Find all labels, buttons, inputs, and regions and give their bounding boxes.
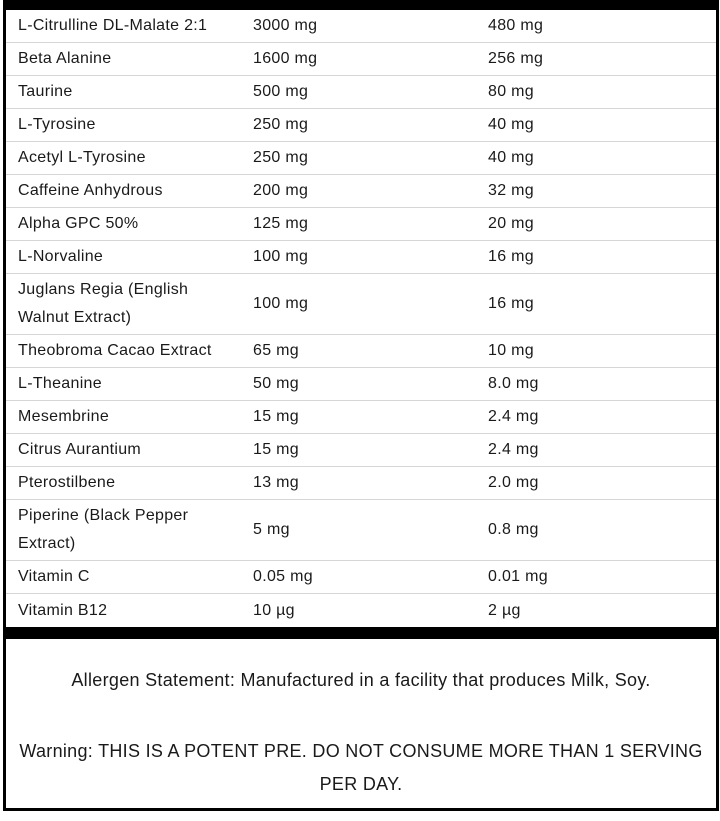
ingredients-table [6, 10, 716, 627]
table-row [6, 434, 716, 467]
warning-statement: Warning: THIS IS A POTENT PRE. DO NOT CONSUME MORE THAN 1 SERVING PER DAY. [19, 741, 703, 794]
allergen-statement: Allergen Statement: Manufactured in a facility that produces Milk, Soy. [71, 670, 651, 690]
ingredient-name: Citrus Aurantium [18, 441, 142, 458]
ingredient-per-amount: 16 mg [488, 295, 534, 312]
ingredient-amount: 13 mg [253, 474, 299, 491]
ingredient-per-amount: 20 mg [488, 215, 534, 232]
ingredient-per-amount: 2.0 mg [488, 474, 539, 491]
table-row [6, 10, 716, 43]
ingredient-per-amount: 40 mg [488, 149, 534, 166]
ingredient-name: L-Tyrosine [18, 116, 96, 133]
table-row [6, 467, 716, 500]
ingredient-name: Acetyl L-Tyrosine [18, 149, 146, 166]
ingredient-name: Taurine [18, 83, 73, 100]
ingredient-per-amount: 32 mg [488, 182, 534, 199]
ingredient-amount: 125 mg [253, 215, 309, 232]
bottom-divider-bar [6, 627, 716, 639]
ingredient-per-amount: 480 mg [488, 17, 544, 34]
table-row [6, 335, 716, 368]
ingredient-amount: 10 µg [253, 601, 295, 619]
ingredient-amount: 65 mg [253, 342, 299, 359]
table-row [6, 368, 716, 401]
ingredient-name: Juglans Regia (English Walnut Extract) [18, 281, 189, 326]
ingredient-amount: 0.05 mg [253, 568, 313, 585]
ingredient-per-amount: 8.0 mg [488, 375, 539, 392]
ingredient-name: Piperine (Black Pepper Extract) [18, 507, 189, 552]
ingredient-amount: 5 mg [253, 521, 290, 538]
table-row [6, 401, 716, 434]
ingredient-name: L-Theanine [18, 375, 102, 392]
ingredient-per-amount: 80 mg [488, 83, 534, 100]
table-row [6, 274, 716, 335]
ingredient-amount: 3000 mg [253, 17, 318, 34]
ingredient-name: Caffeine Anhydrous [18, 182, 163, 199]
table-row [6, 208, 716, 241]
ingredient-name: Pterostilbene [18, 474, 116, 491]
ingredient-amount: 250 mg [253, 149, 309, 166]
table-row [6, 500, 716, 561]
ingredient-per-amount: 2.4 mg [488, 408, 539, 425]
table-row [6, 43, 716, 76]
ingredient-per-amount: 256 mg [488, 50, 544, 67]
ingredient-amount: 250 mg [253, 116, 309, 133]
ingredient-name: L-Citrulline DL-Malate 2:1 [18, 17, 208, 34]
table-row [6, 175, 716, 208]
ingredient-name: Beta Alanine [18, 50, 112, 67]
ingredient-per-amount: 2.4 mg [488, 441, 539, 458]
ingredient-per-amount: 16 mg [488, 248, 534, 265]
label-footer [6, 639, 716, 808]
ingredient-name: Theobroma Cacao Extract [18, 342, 212, 359]
table-row [6, 241, 716, 274]
table-row [6, 142, 716, 175]
ingredient-name: Vitamin B12 [18, 601, 108, 619]
ingredient-amount: 200 mg [253, 182, 309, 199]
ingredient-amount: 100 mg [253, 295, 309, 312]
table-row [6, 76, 716, 109]
ingredient-name: Vitamin C [18, 568, 90, 585]
ingredient-amount: 100 mg [253, 248, 309, 265]
ingredient-amount: 500 mg [253, 83, 309, 100]
supplement-facts-panel [3, 0, 719, 811]
ingredient-name: Mesembrine [18, 408, 110, 425]
table-row [6, 109, 716, 142]
ingredient-per-amount: 10 mg [488, 342, 534, 359]
ingredient-amount: 1600 mg [253, 50, 318, 67]
table-row [6, 594, 716, 627]
table-row [6, 561, 716, 594]
ingredient-name: Alpha GPC 50% [18, 215, 139, 232]
ingredient-per-amount: 0.01 mg [488, 568, 548, 585]
ingredient-per-amount: 2 µg [488, 601, 521, 619]
ingredient-amount: 15 mg [253, 441, 299, 458]
ingredient-amount: 50 mg [253, 375, 299, 392]
ingredient-per-amount: 40 mg [488, 116, 534, 133]
ingredient-name: L-Norvaline [18, 248, 104, 265]
top-divider-bar [6, 0, 716, 10]
ingredient-per-amount: 0.8 mg [488, 521, 539, 538]
ingredient-amount: 15 mg [253, 408, 299, 425]
